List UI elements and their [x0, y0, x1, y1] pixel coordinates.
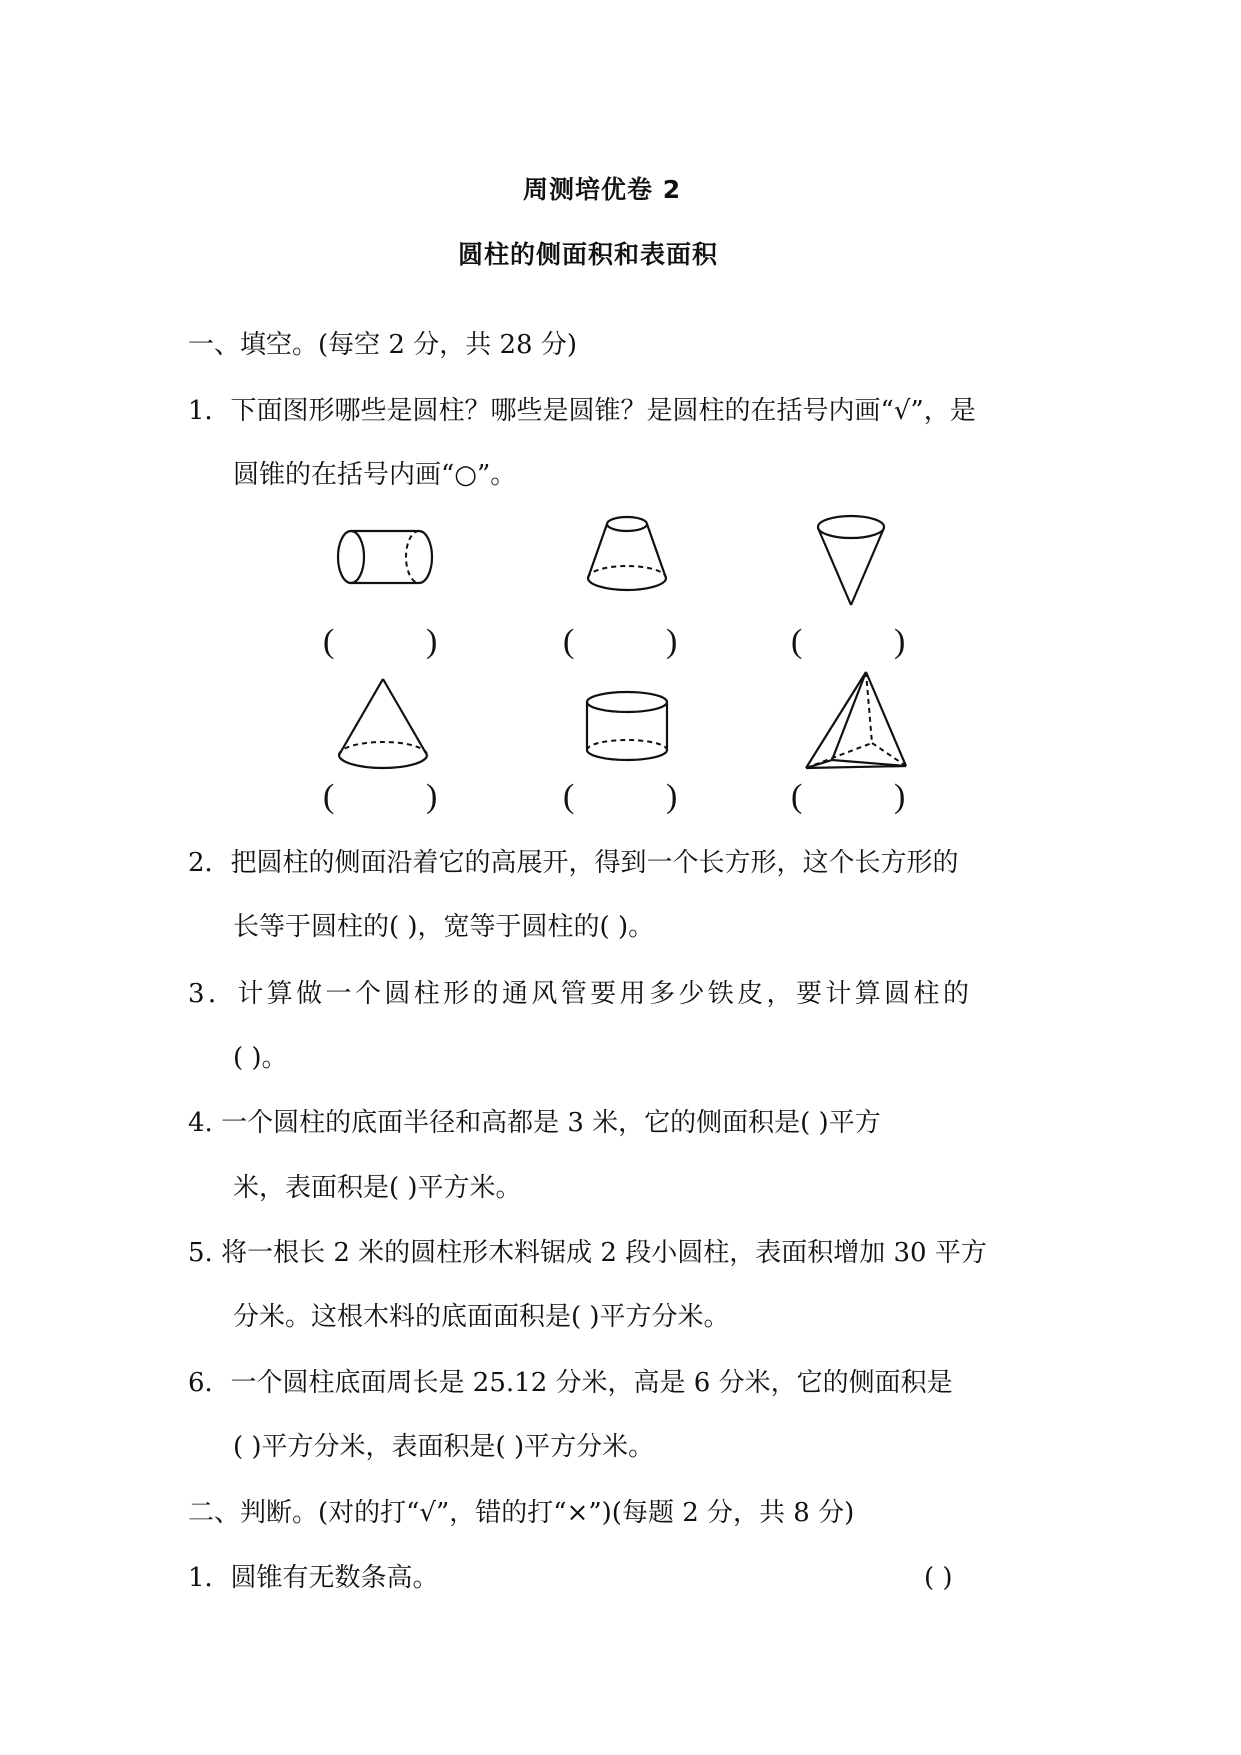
q5-line2: 分米。这根木料的底面面积是( )平方分米。: [233, 1302, 730, 1332]
answer-paren-1-close: ): [426, 623, 438, 660]
page-title: 周测培优卷 2: [523, 175, 682, 204]
q4-line2: 米，表面积是( )平方米。: [233, 1173, 522, 1203]
q3-line2: ( )。: [233, 1043, 288, 1073]
answer-paren-4-open: (: [323, 778, 335, 815]
tetrahedron-icon: [800, 668, 912, 773]
answer-paren-5-close: ): [666, 778, 678, 815]
section1-heading: 一、填空。(每空 2 分，共 28 分): [188, 330, 577, 360]
section2-heading: 二、判断。(对的打“√”，错的打“×”)(每题 2 分，共 8 分): [188, 1498, 855, 1528]
q5-line1: 5. 将一根长 2 米的圆柱形木料锯成 2 段小圆柱，表面积增加 30 平方: [188, 1238, 987, 1268]
answer-paren-5-open: (: [563, 778, 575, 815]
answer-paren-6-close: ): [894, 778, 906, 815]
frustum-icon: [580, 514, 675, 596]
answer-paren-2-open: (: [563, 623, 575, 660]
answer-paren-3-open: (: [791, 623, 803, 660]
answer-paren-6-open: (: [791, 778, 803, 815]
judge-q1-paren: ( ): [924, 1563, 953, 1593]
q2-line1: 2．把圆柱的侧面沿着它的高展开，得到一个长方形，这个长方形的: [188, 848, 959, 878]
page-subtitle: 圆柱的侧面积和表面积: [458, 240, 719, 269]
answer-paren-4-close: ): [426, 778, 438, 815]
q1-line2: 圆锥的在括号内画“○”。: [233, 460, 517, 490]
q1-line1: 1．下面图形哪些是圆柱？哪些是圆锥？是圆柱的在括号内画“√”，是: [188, 396, 976, 426]
q2-line2: 长等于圆柱的( )，宽等于圆柱的( )。: [233, 912, 655, 942]
cylinder-short-icon: [580, 688, 675, 768]
answer-paren-2-close: ): [666, 623, 678, 660]
q4-line1: 4. 一个圆柱的底面半径和高都是 3 米，它的侧面积是( )平方: [188, 1108, 881, 1138]
cone-icon: [333, 675, 433, 775]
q6-line2: ( )平方分米，表面积是( )平方分米。: [233, 1432, 655, 1462]
cone-inverted-icon: [812, 512, 892, 610]
q3-line1: 3．计算做一个圆柱形的通风管要用多少铁皮，要计算圆柱的: [188, 979, 973, 1009]
answer-paren-1-open: (: [323, 623, 335, 660]
judge-q1: 1．圆锥有无数条高。: [188, 1563, 439, 1593]
cylinder-horizontal-icon: [335, 525, 435, 590]
q6-line1: 6．一个圆柱底面周长是 25.12 分米，高是 6 分米，它的侧面积是: [188, 1368, 953, 1398]
answer-paren-3-close: ): [894, 623, 906, 660]
